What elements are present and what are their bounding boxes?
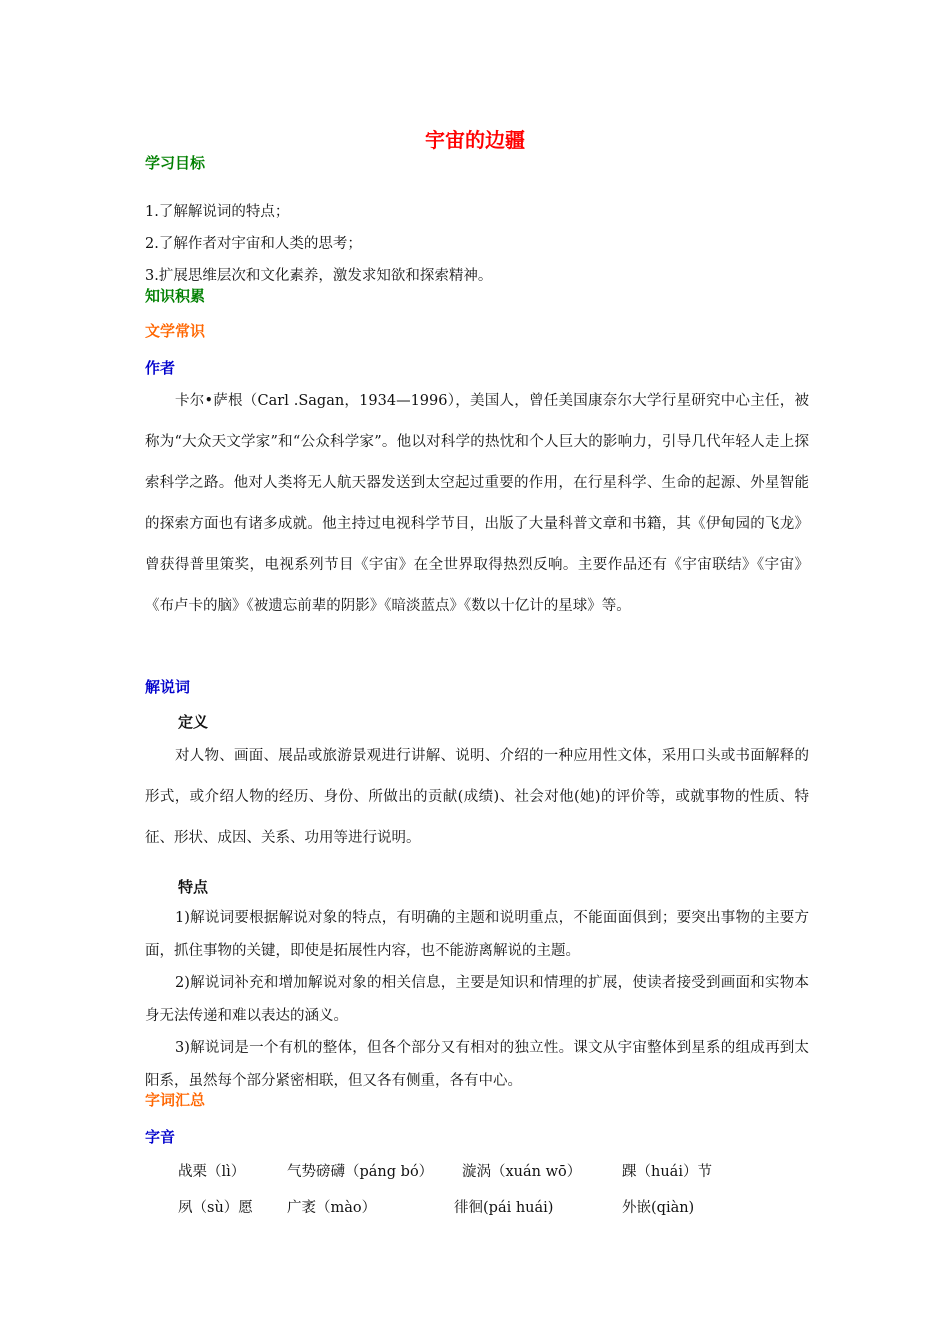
word-item: 夙（sù）愿 — [178, 1200, 253, 1216]
word-item: 漩涡（xuán wō） — [462, 1164, 582, 1180]
word-item: 徘徊(pái huái) — [454, 1200, 554, 1216]
genre-heading: 解说词 — [145, 678, 191, 696]
word-item: 踝（huái）节 — [622, 1164, 712, 1180]
word-item: 广袤（mào） — [287, 1200, 377, 1216]
goal-item-2: 2.了解作者对宇宙和人类的思考； — [145, 236, 362, 252]
document-title: 宇宙的边疆 — [425, 128, 525, 152]
feature-item-1: 1)解说词要根据解说对象的特点，有明确的主题和说明重点，不能面面俱到；要突出事物的主要方面，抓住事物的关键，即使是拓展性内容，也不能游离解说的主题。 — [145, 910, 809, 959]
definition-paragraph: 对人物、画面、展品或旅游景观进行讲解、说明、介绍的一种应用性文体，采用口头或书面解释的形式，或介绍人物的经历、身份、所做出的贡献(成绩)、社会对他(她)的评价等，或就事物的性质、特征、形状、成因、关系、功用等进行说明。 — [145, 748, 809, 846]
vocab-heading: 字词汇总 — [145, 1091, 206, 1109]
learning-goals-heading: 学习目标 — [145, 154, 206, 172]
author-paragraph: 卡尔•萨根（Carl .Sagan，1934—1996），美国人，曾任美国康奈尔大学行星研究中心主任，被称为“大众天文学家”和“公众科学家”。他以对科学的热忱和个人巨大的影响力，引导几代年轻人走上探索科学之路。他对人类将无人航天器发送到太空起过重要的作用，在行星科学、生命的起源、外星智能的探索方面也有诸多成就。他主持过电视科学节目，出版了大量科普文章和书籍，其《伊甸园的飞龙》曾获得普里策奖，电视系列节目《宇宙》在全世界取得热烈反响。主要作品还有《宇宙联结》《宇宙》《布卢卡的脑》《被遗忘前辈的阴影》《暗淡蓝点》《数以十亿计的星球》等。 — [145, 393, 809, 614]
author-heading: 作者 — [145, 359, 176, 377]
goal-item-3: 3.扩展思维层次和文化素养，激发求知欲和探索精神。 — [145, 268, 493, 284]
literary-heading: 文学常识 — [145, 322, 206, 340]
goal-item-1: 1.了解解说词的特点； — [145, 204, 290, 220]
word-item: 气势磅礴（páng bó） — [287, 1164, 434, 1180]
word-item: 战栗（lì） — [178, 1164, 246, 1180]
features-heading: 特点 — [178, 878, 209, 896]
feature-item-3: 3)解说词是一个有机的整体，但各个部分又有相对的独立性。课文从宇宙整体到星系的组成再到太阳系，虽然每个部分紧密相联，但又各有侧重，各有中心。 — [145, 1040, 809, 1089]
pronunciation-heading: 字音 — [145, 1128, 176, 1146]
definition-heading: 定义 — [178, 713, 209, 731]
knowledge-heading: 知识积累 — [145, 287, 206, 305]
feature-item-2: 2)解说词补充和增加解说对象的相关信息，主要是知识和情理的扩展，使读者接受到画面和实物本身无法传递和难以表达的涵义。 — [145, 975, 809, 1024]
word-item: 外嵌(qiàn) — [622, 1200, 695, 1216]
